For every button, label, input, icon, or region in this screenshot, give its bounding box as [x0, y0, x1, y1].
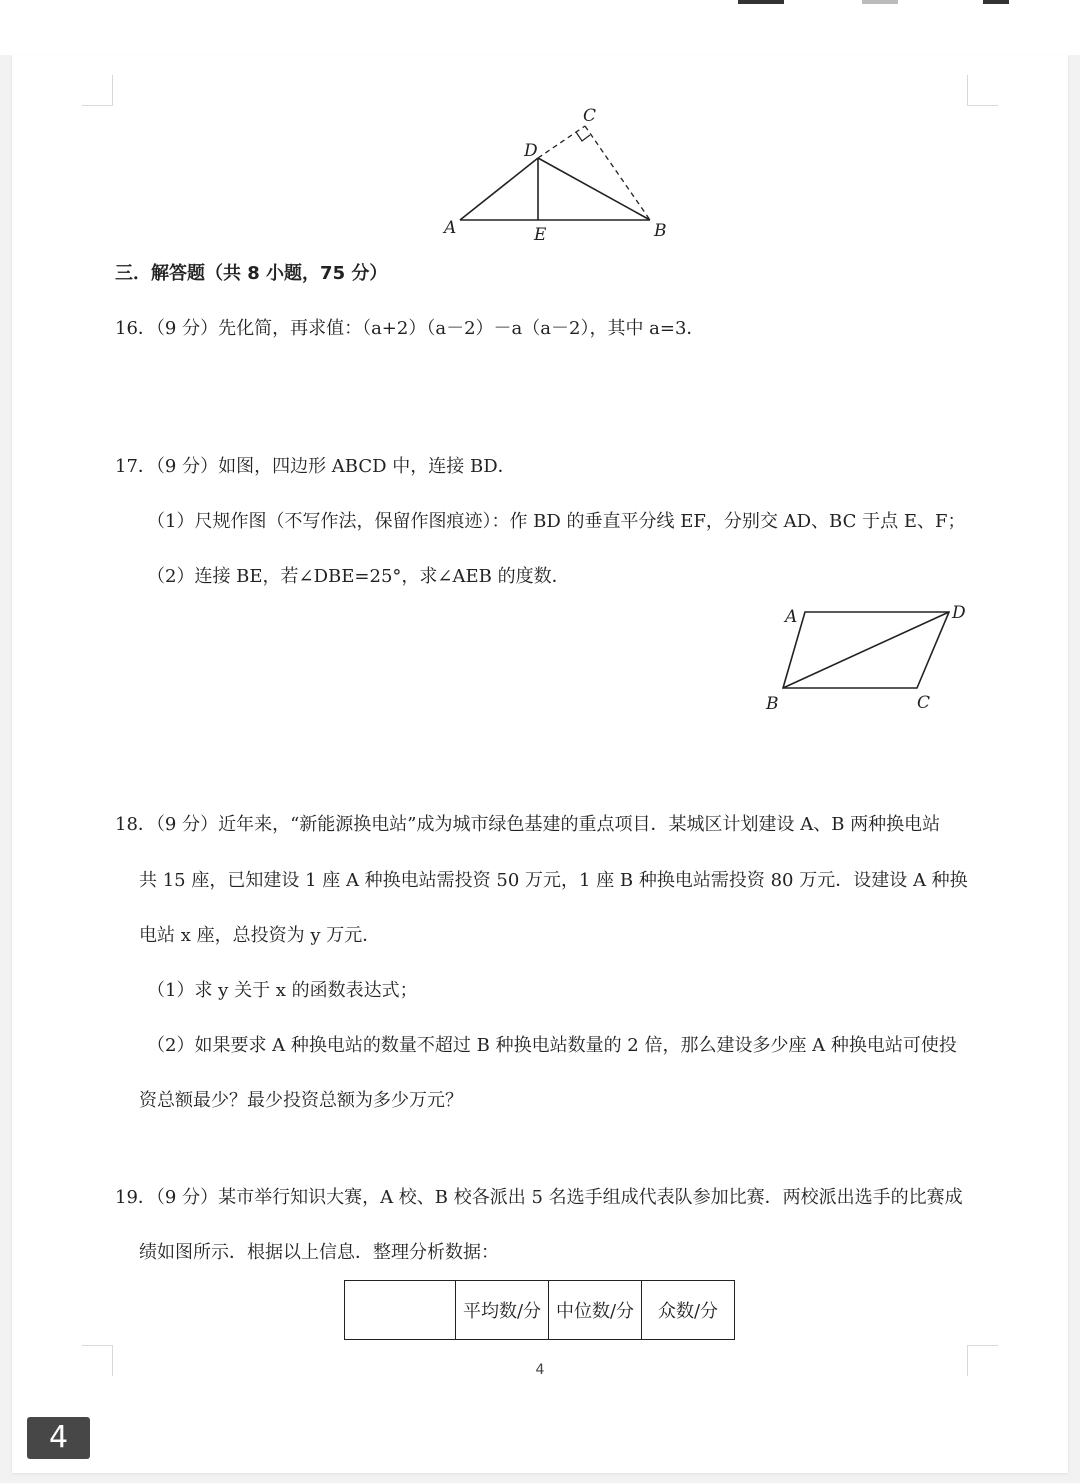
- vertex-label-e: E: [534, 225, 547, 245]
- question-17: 17．（9 分）如图，四边形 ABCD 中，连接 BD．: [115, 456, 516, 477]
- quadrilateral-figure: [757, 600, 972, 720]
- table-header-cell: 众数/分: [642, 1281, 735, 1340]
- table-header-row: [345, 1281, 735, 1340]
- vertex-label-c: C: [583, 106, 597, 126]
- question-19-line-1: 19．（9 分）某市举行知识大赛，A 校、B 校各派出 5 名选手组成代表队参加比赛．两校派出选手的比赛成: [115, 1187, 963, 1208]
- page-number: 4: [535, 1362, 545, 1378]
- crop-mark: [967, 75, 998, 106]
- question-18-line-3: 电站 x 座，总投资为 y 万元．: [139, 925, 381, 946]
- vertex-label-d: D: [952, 603, 966, 623]
- question-18-part-2: （2）如果要求 A 种换电站的数量不超过 B 种换电站数量的 2 倍，那么建设多少座 A 种换电站可使投: [147, 1035, 957, 1056]
- vertex-label-d: D: [524, 141, 538, 161]
- table-header-cell: 中位数/分: [549, 1281, 642, 1340]
- vertex-label-c: C: [917, 693, 931, 713]
- vertex-label-a: A: [785, 607, 798, 627]
- toolbar-mark: [738, 0, 784, 4]
- question-18-part-1: （1）求 y 关于 x 的函数表达式；: [147, 980, 418, 1001]
- table-header-cell: 平均数/分: [456, 1281, 549, 1340]
- vertex-label-b: B: [766, 694, 779, 714]
- stats-table: [344, 1280, 735, 1340]
- crop-mark: [82, 75, 113, 106]
- vertex-label-a: A: [444, 218, 457, 238]
- triangle-figure: [432, 100, 692, 245]
- question-19-line-2: 绩如图所示．根据以上信息．整理分析数据：: [139, 1242, 499, 1263]
- toolbar-mark: [983, 0, 1009, 4]
- viewer-top-bar: [0, 0, 1080, 55]
- question-17-part-2: （2）连接 BE，若∠DBE=25°，求∠AEB 的度数．: [147, 566, 570, 587]
- question-18-line-1: 18．（9 分）近年来，“新能源换电站”成为城市绿色基建的重点项目．某城区计划建设 A、B 两种换电站: [115, 814, 941, 835]
- toolbar-mark: [862, 0, 898, 4]
- section-title: 三．解答题（共 8 小题，75 分）: [115, 263, 388, 284]
- question-17-part-1: （1）尺规作图（不写作法，保留作图痕迹）：作 BD 的垂直平分线 EF，分别交 AD、BC 于点 E、F；: [147, 511, 966, 532]
- page-indicator-badge[interactable]: 4: [27, 1417, 90, 1459]
- question-18-line-2: 共 15 座，已知建设 1 座 A 种换电站需投资 50 万元，1 座 B 种换电站需投资 80 万元．设建设 A 种换: [139, 870, 968, 891]
- question-16: 16．（9 分）先化简，再求值：（a+2）（a－2）－a（a－2），其中 a=3．: [115, 318, 705, 339]
- table-header-cell: [345, 1281, 456, 1340]
- question-18-part-2-cont: 资总额最少？最少投资总额为多少万元？: [139, 1090, 463, 1111]
- vertex-label-b: B: [654, 221, 667, 241]
- document-page: [12, 55, 1068, 1473]
